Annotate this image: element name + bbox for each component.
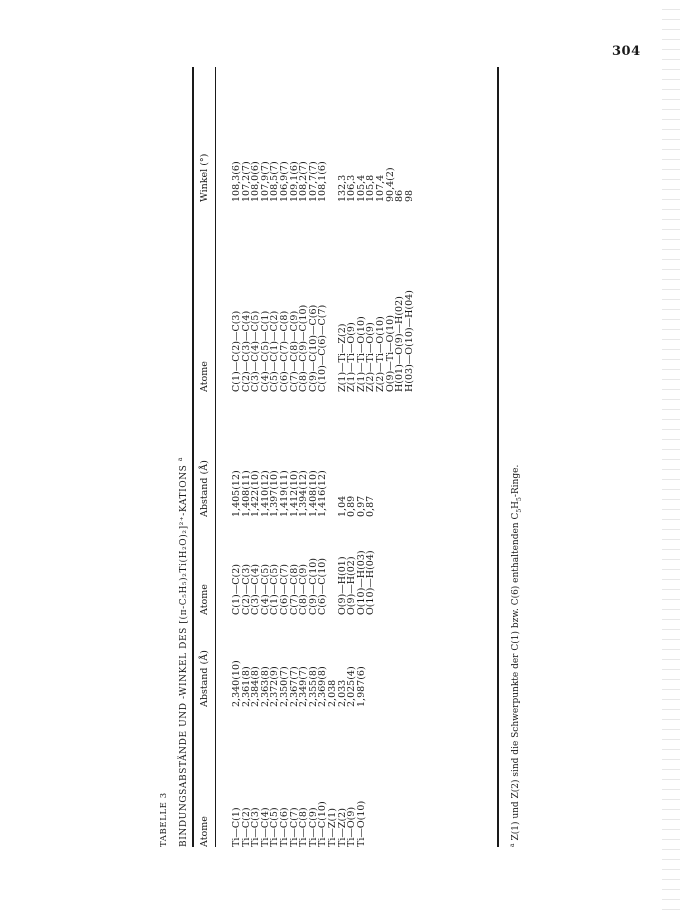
table-header-rule (215, 67, 216, 847)
table-cell: C(7)—C(8)—C(9) (288, 310, 300, 392)
column-atoms-3 (232, 290, 414, 392)
table-caption (160, 457, 189, 847)
table-cell: 86 (394, 189, 406, 202)
table-cell: C(1)—C(2)—C(3) (231, 310, 242, 392)
table-cell: Ti—C(10) (317, 801, 329, 847)
table-cell: 106,3 (346, 174, 358, 202)
table-cell: C(4)—C(5) (259, 564, 271, 615)
rotated-table-block (159, 67, 523, 847)
table-cell: 107,2(7) (240, 161, 252, 202)
table-cell: 108,1(6) (317, 161, 329, 202)
table-cell: 1,416(12) (317, 470, 329, 517)
table-cell: 90,4(2) (384, 167, 396, 202)
table-cell: O(9)—H(02) (346, 556, 358, 615)
table-cell: 98 (403, 189, 415, 202)
table-cell: 1,419(11) (278, 470, 290, 517)
header-abstand-2: Abstand (Å) (199, 460, 210, 517)
header-atome-2: Atome (199, 584, 210, 615)
table-cell: 108,5(7) (269, 161, 281, 202)
table-cell: 0,87 (365, 495, 377, 517)
table-cell: 0,89 (346, 495, 358, 517)
table-cell: 2,384(8) (250, 666, 262, 707)
scan-edge-artifact (662, 0, 680, 912)
table-cell: H(03)—O(10)—H(04) (403, 290, 415, 392)
table-cell: 108,0(6) (250, 161, 262, 202)
table-cell: Ti—Z(2) (336, 808, 348, 847)
table-cell: C(2)—C(3) (240, 564, 252, 615)
table-cell: 132,3 (336, 174, 348, 202)
table-label: TABELLE 3 (159, 792, 169, 847)
table-cell: Ti—C(8) (298, 807, 310, 847)
table-cell: Ti—C(4) (259, 807, 271, 847)
page-number: 304 (612, 44, 641, 59)
header-atome-3: Atome (199, 361, 210, 392)
table-cell: C(6)—C(7) (278, 564, 290, 615)
table-cell: C(1)—C(5) (269, 564, 281, 615)
table-cell: 1,408(10) (307, 470, 319, 517)
table-cell: 2,361(8) (240, 666, 252, 707)
table-cell: C(10)—C(6)—C(7) (317, 304, 329, 392)
table-cell: 2,025(4) (346, 666, 358, 707)
table-cell: Ti—O(10) (355, 800, 367, 847)
table-cell: 1,422(10) (250, 470, 262, 517)
table-cell: 2,372(9) (269, 666, 281, 707)
table-cell: Ti—C(2) (240, 807, 252, 847)
table-cell: Ti—C(3) (250, 807, 262, 847)
column-angles (232, 161, 414, 202)
table-cell: C(3)—C(4) (250, 564, 262, 615)
header-winkel: Winkel (°) (199, 153, 210, 202)
table-cell: Z(1)—Ti—O(10) (355, 316, 367, 392)
table-cell: Z(1)—Ti—Z(2) (336, 323, 348, 392)
table-cell: 2,369(8) (317, 666, 329, 707)
table-cell: 2,340(10) (231, 660, 242, 707)
table-cell: O(9)—H(01) (336, 556, 348, 615)
table-cell: C(5)—C(1)—C(2) (269, 310, 281, 392)
table-top-rule (192, 67, 194, 847)
table-cell: Ti—Z(1) (326, 808, 338, 847)
table-cell: Ti—C(1) (231, 807, 242, 847)
table-cell: 108,2(7) (298, 161, 310, 202)
table-cell: 2,363(8) (259, 666, 271, 707)
table-cell: 108,3(6) (231, 161, 242, 202)
table-cell: C(9)—C(10) (307, 558, 319, 615)
footnote-mark: a (509, 843, 516, 847)
table-cell: C(8)—C(9)—C(10) (298, 304, 310, 392)
table-cell: 2,355(8) (307, 666, 319, 707)
table-bottom-rule (497, 67, 499, 847)
column-distances-1 (232, 660, 366, 707)
table-cell: 107,9(7) (259, 161, 271, 202)
table-cell: 107,7(7) (307, 161, 319, 202)
table-cell: 107,4 (374, 174, 386, 202)
table-cell: 2,038 (326, 679, 338, 707)
table-cell: 2,349(7) (298, 666, 310, 707)
header-abstand-1: Abstand (Å) (199, 650, 210, 707)
column-distances-2 (232, 470, 376, 517)
table-cell: Z(1)—Ti—O(9) (346, 322, 358, 392)
column-atoms-1 (232, 801, 366, 847)
table-cell: C(9)—C(10)—C(6) (307, 304, 319, 392)
table-cell: Ti—C(5) (269, 807, 281, 847)
table-cell: O(9)—Ti—O(10) (384, 315, 396, 392)
table-cell: 106,9(7) (278, 161, 290, 202)
table-cell: 1,397(10) (269, 470, 281, 517)
table-cell: Z(2)—Ti—O(9) (365, 322, 377, 392)
table-cell: Ti—C(6) (278, 807, 290, 847)
table-cell: 0,97 (355, 495, 367, 517)
table-cell: C(4)—C(5)—C(1) (259, 310, 271, 392)
table-cell: O(10)—H(04) (365, 550, 377, 615)
table-cell: 1,987(6) (355, 666, 367, 707)
table-cell: 109,1(6) (288, 161, 300, 202)
table-cell: 1,410(12) (259, 470, 271, 517)
title-footnote-mark: a (176, 456, 184, 462)
table-cell: Ti—C(9) (307, 807, 319, 847)
table-cell: C(6)—C(7)—C(8) (278, 310, 290, 392)
table-cell: C(1)—C(2) (231, 564, 242, 615)
table-cell: C(6)—C(10) (317, 558, 329, 615)
table-cell: Ti—C(7) (288, 807, 300, 847)
table-cell: Z(2)—Ti—O(10) (374, 316, 386, 392)
table-cell: 2,033 (336, 679, 348, 707)
table-footnote: $^a$ Z(1) und Z(2) sind die Schwerpunkte der C(1) bzw. C(6) enthaltenden $C_5H_5$-Ringe. (509, 464, 523, 847)
table-cell: 105,4 (355, 174, 367, 202)
table-cell: C(2)—C(3)—C(4) (240, 310, 252, 392)
table-cell: 1,394(12) (298, 470, 310, 517)
column-atoms-2 (232, 550, 376, 615)
table-cell: 105,8 (365, 174, 377, 202)
table-cell: C(7)—C(8) (288, 564, 300, 615)
table-cell: 1,04 (336, 495, 348, 517)
table-cell: C(3)—C(4)—C(5) (250, 310, 262, 392)
table-cell: 2,367(7) (288, 666, 300, 707)
table-cell: Ti—O(9) (346, 806, 358, 847)
table-cell: O(10)—H(03) (355, 550, 367, 615)
header-atome-1: Atome (199, 816, 210, 847)
table-cell: 1,408(11) (240, 470, 252, 517)
table-cell: C(8)—C(9) (298, 564, 310, 615)
table-cell: 1,412(10) (288, 470, 300, 517)
table-title: BINDUNGSABSTÄNDE UND -WINKEL DES [(π-C₅H₅)₂Ti(H₂O)₂]²⁺-KATIONS $^a$ (176, 456, 189, 847)
table-cell: 2,350(7) (278, 666, 290, 707)
table-cell: H(01)—O(9)—H(02) (394, 296, 406, 392)
table-cell: 1,405(12) (231, 470, 242, 517)
